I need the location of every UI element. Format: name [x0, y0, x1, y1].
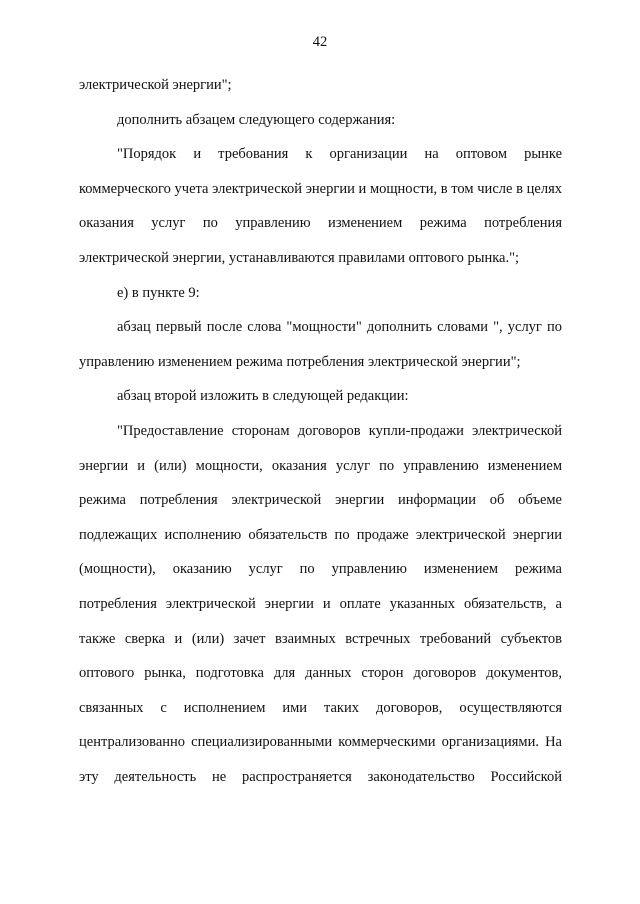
paragraph-point-9: е) в пункте 9: — [117, 284, 200, 301]
document-body — [79, 68, 562, 794]
paragraph-add-clause: дополнить абзацем следующего содержания: — [117, 111, 396, 128]
paragraph-first-clause-amendment: абзац первый после слова "мощности" дополнить словами ", услуг по управлению изменением режима потребления электрической энергии"; — [79, 319, 562, 370]
paragraph-second-clause-intro: абзац второй изложить в следующей редакции: — [117, 388, 409, 405]
paragraph-continuation: электрической энергии"; — [79, 77, 232, 93]
paragraph-quoted-order: "Порядок и требования к организации на оптовом рынке коммерческого учета электрической энергии и мощности, в том числе в целях оказания услуг по управлению изменением режима потребления электрической энергии, устанавливаются правилами оптового рынка."; — [79, 146, 562, 266]
paragraph-quoted-provision: "Предоставление сторонам договоров купли-продажи электрической энергии и (или) мощности, оказания услуг по управлению изменением режима потребления электрической энергии информации об объеме подлежащих исполнению обязательств по продаже электрической энергии (мощности), оказанию услуг по управлению изменением режима потребления электрической энергии и оплате указанных обязательств, а также сверка и (или) зачет взаимных встречных требований субъектов оптового рынка, подготовка для данных сторон договоров документов, связанных с исполнением ими таких договоров, осуществляются централизованно специализированными коммерческими организациями. На эту деятельность не распространяется законодательство Российской — [79, 422, 562, 785]
page-number: 42 — [312, 34, 328, 50]
